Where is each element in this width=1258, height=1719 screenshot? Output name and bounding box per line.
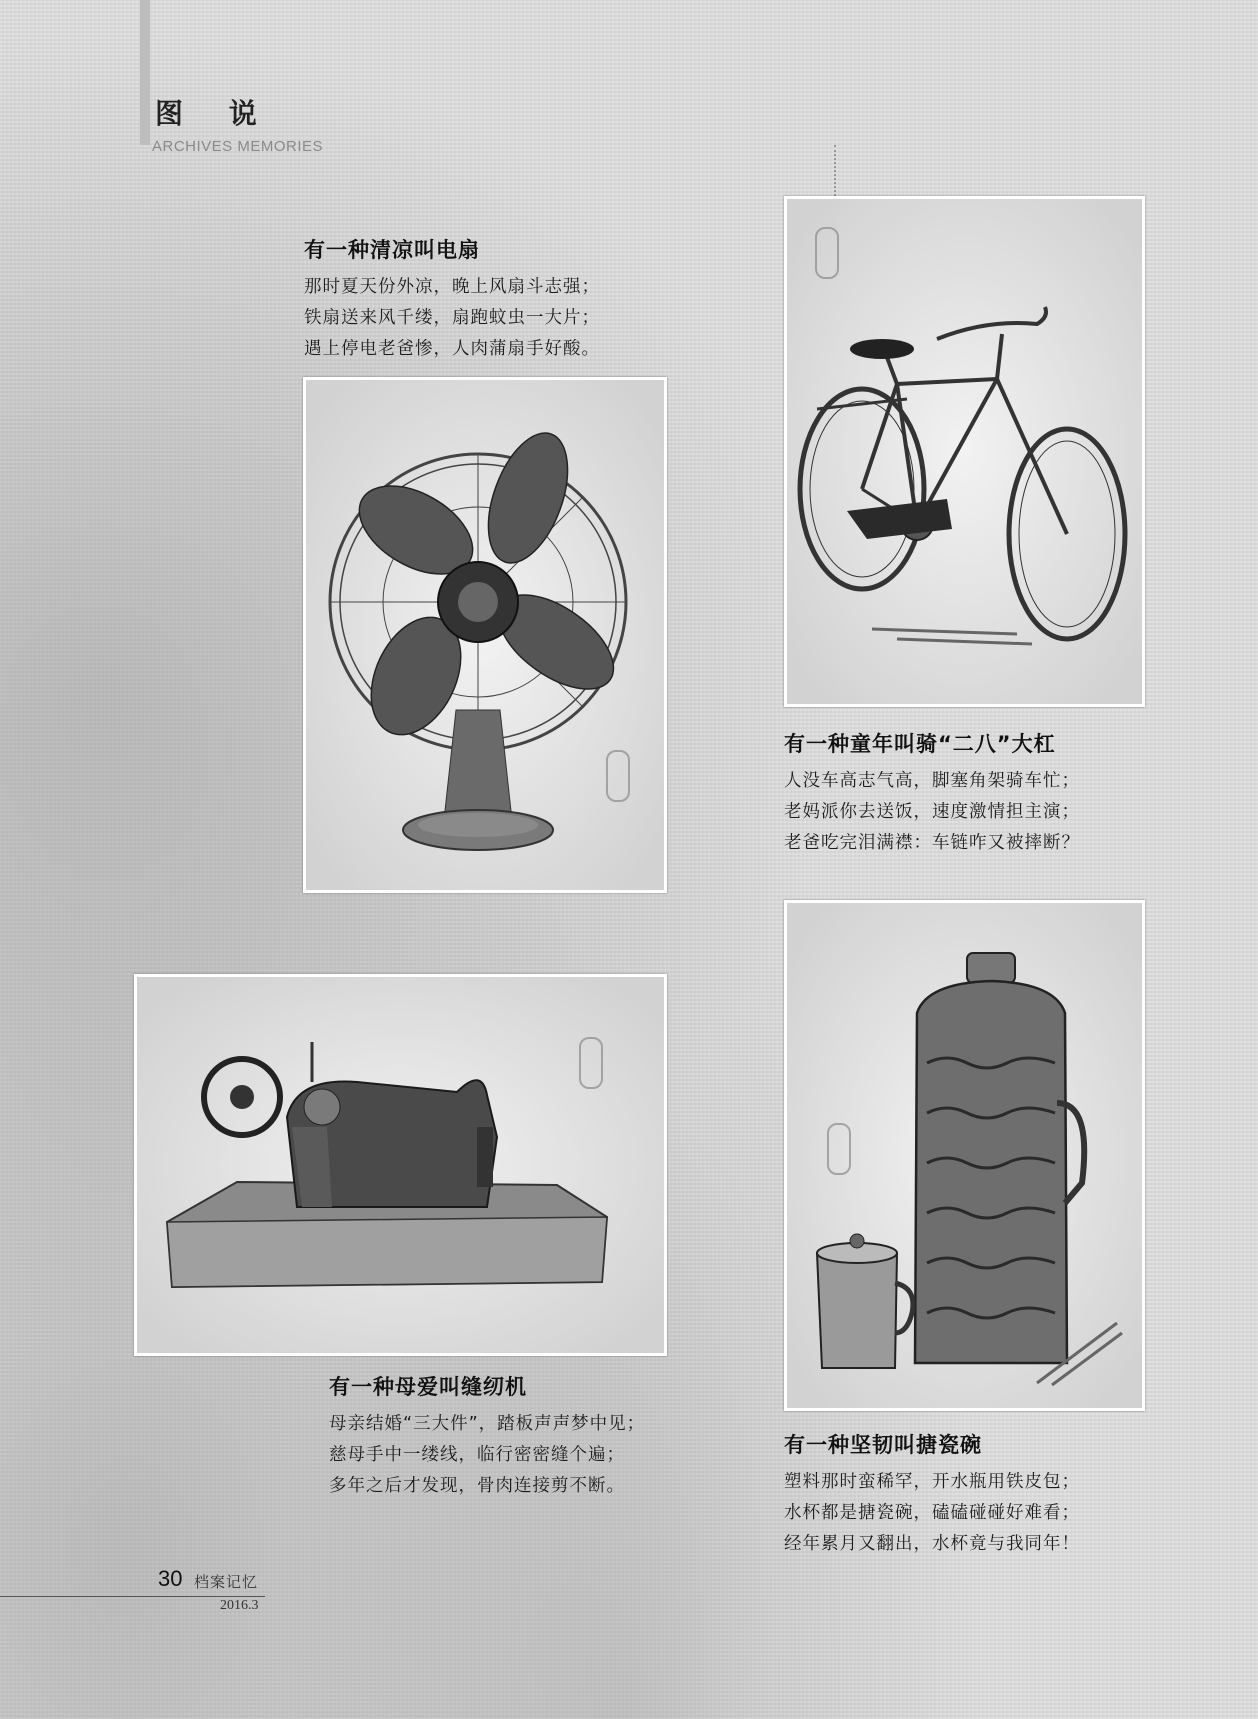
dotted-divider (834, 145, 836, 200)
poem-line: 水杯都是搪瓷碗，磕磕碰碰好难看； (784, 1503, 1080, 1523)
image-electric-fan (303, 377, 667, 893)
image-sewing-machine (134, 974, 667, 1356)
poem-line: 人没车高志气高，脚塞角架骑车忙； (784, 771, 1080, 791)
poem-title: 有一种坚韧叫搪瓷碗 (784, 1433, 982, 1457)
seal-icon (579, 1037, 603, 1089)
header-bar (140, 0, 150, 145)
poem-line: 遇上停电老爸惨，人肉蒲扇手好酸。 (304, 339, 600, 359)
poem-thermos (784, 1429, 1080, 1560)
poem-title: 有一种母爱叫缝纫机 (329, 1375, 527, 1399)
poem-line: 老爸吃完泪满襟：车链咋又被摔断？ (784, 833, 1080, 853)
bicycle-illustration (787, 199, 1142, 704)
poem-line: 母亲结婚“三大件”，踏板声声梦中见； (329, 1414, 646, 1434)
fan-illustration (306, 380, 664, 890)
seal-icon (827, 1123, 851, 1175)
poem-line: 慈母手中一缕线，临行密密缝个遍； (329, 1445, 625, 1465)
poem-line: 经年累月又翻出，水杯竟与我同年！ (784, 1534, 1080, 1554)
seal-icon (815, 227, 839, 279)
poem-line: 塑料那时蛮稀罕，开水瓶用铁皮包； (784, 1472, 1080, 1492)
poem-bicycle (784, 728, 1080, 859)
poem-line: 铁扇送来风千缕，扇跑蚊虫一大片； (304, 308, 600, 328)
image-bicycle (784, 196, 1145, 707)
section-title: 图 说 (155, 97, 275, 130)
poem-title: 有一种清凉叫电扇 (304, 238, 480, 262)
poem-sewing-machine (329, 1371, 645, 1502)
poem-title: 有一种童年叫骑“二八”大杠 (784, 732, 1056, 756)
poem-line: 老妈派你去送饭，速度激情担主演； (784, 802, 1080, 822)
poem-line: 那时夏天份外凉，晚上风扇斗志强； (304, 277, 600, 297)
seal-icon (606, 750, 630, 802)
poem-fan (304, 234, 600, 365)
sewing-machine-illustration (137, 977, 664, 1353)
magazine-name: 档案记忆 (194, 1573, 259, 1591)
section-subtitle: ARCHIVES MEMORIES (152, 138, 324, 155)
issue-number: 2016.3 (220, 1598, 259, 1613)
image-thermos-and-mug (784, 900, 1145, 1411)
poem-line: 多年之后才发现，骨肉连接剪不断。 (329, 1476, 625, 1496)
footer-rule (0, 1596, 265, 1597)
page-number: 30 (158, 1566, 183, 1591)
